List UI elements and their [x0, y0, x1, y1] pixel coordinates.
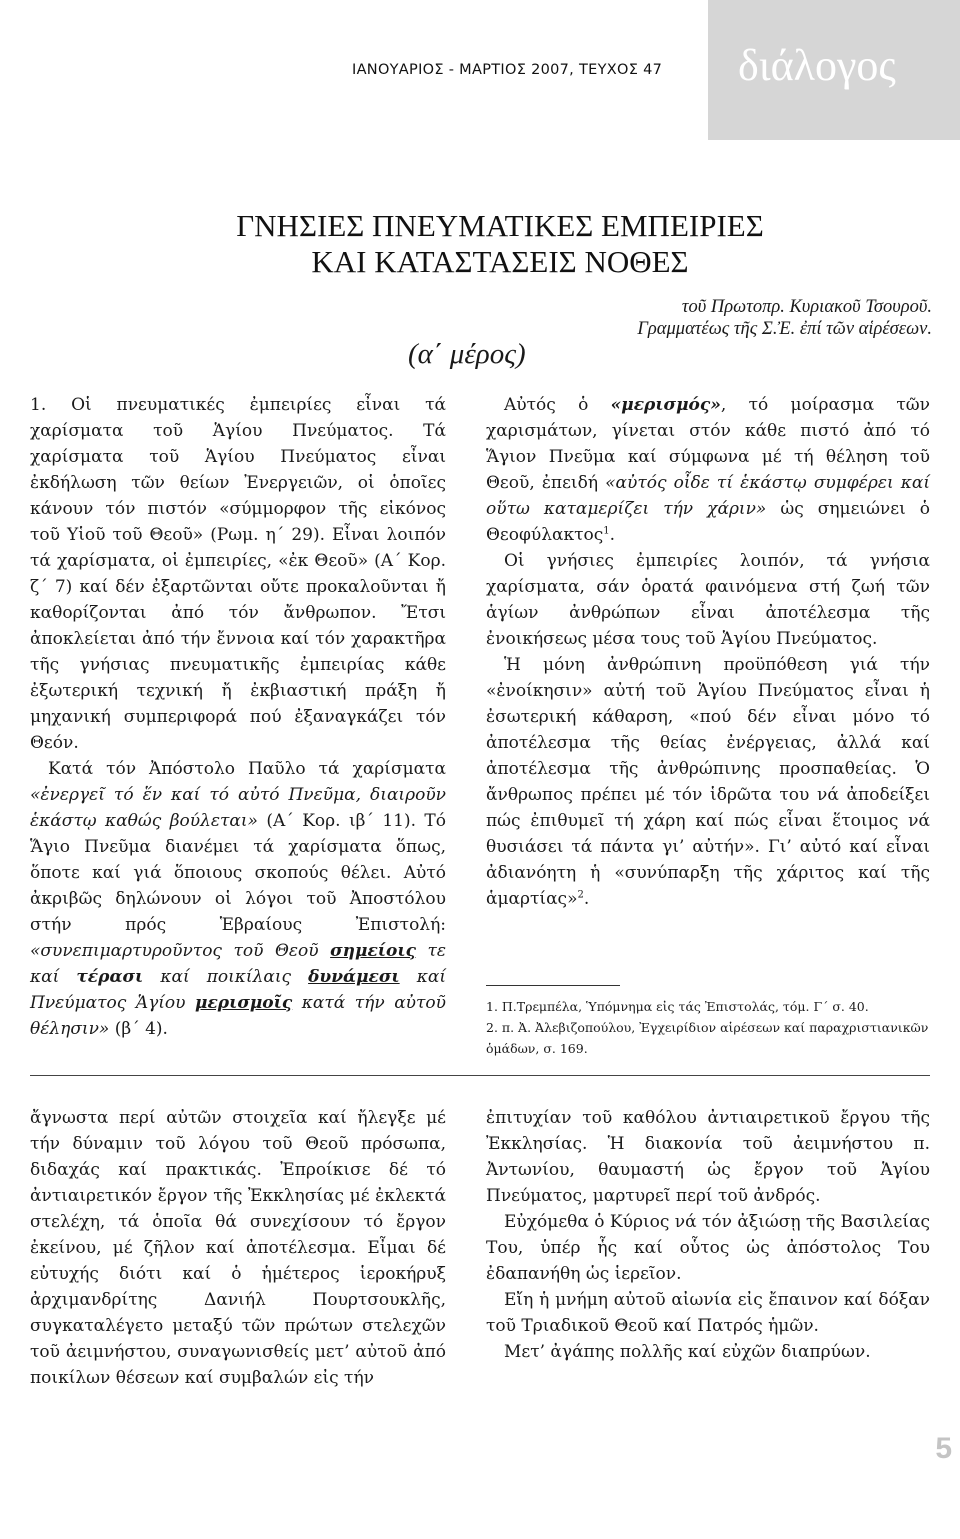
column-bottom-left	[30, 1105, 446, 1391]
scripture-quote: κατά τήν αὐτοῦ θέλησιν»	[30, 993, 446, 1039]
text-span: Ἡ μόνη ἀνθρώπινη προϋπόθεση γιά τήν «ἐνοίκησιν» αὐτή τοῦ Ἁγίου Πνεύματος εἶναι ἡ ἐσωτερική κάθαρση, «πού δέν εἶναι μόνο τό ἀποτέλεσμα τῆς θείας ἐνέργειας, ἀλλά καί ἀποτέλεσμα τῆς ἀνθρώπινης προσπαθείας. Ὁ ἄνθρωπος πρέπει μέ τόν ἱδρῶτα του νά ἀποδείξει πώς ἐπιθυμεῖ τή χάρη καί πώς εἶναι ἕτοιμος νά θυσιάσει τά πάντα γι’ αὐτήν». Γι’ αὐτό καί εἶναι ἀδιανόητη ἡ «συνύπαρξη τῆς χάριτος καί τῆς ἁμαρτίας»	[486, 655, 930, 909]
issue-info: ΙΑΝΟΥΑΡΙΟΣ - ΜΑΡΤΙΟΣ 2007, ΤΕΥΧΟΣ 47	[352, 62, 663, 78]
footnote-2: 2. π. Ἀ. Ἀλεβιζοπούλου, Ἐγχειρίδιον αἱρέσεων καί παραχριστιανικῶν ὁμάδων, σ. 169.	[486, 1020, 929, 1056]
paragraph: 1. Οἱ πνευματικές ἐμπειρίες εἶναι τά χαρίσματα τοῦ Ἁγίου Πνεύματος. Τά χαρίσματα τοῦ Ἁγίου Πνεύματος εἶναι ἐκδήλωση τῶν θείων Ἐνεργειῶν, οἱ ὁποῖες κάνουν τόν πιστόν «σύμμορφον τῆς εἰκόνος τοῦ Υἱοῦ τοῦ Θεοῦ» (Ρωμ. η΄ 29). Εἶναι λοιπόν τά χαρίσματα, οἱ ἐμπειρίες, «ἐκ Θεοῦ» (Α΄ Κορ. ζ΄ 7) καί δέν ἐξαρτῶνται οὔτε προκαλοῦνται ἤ καθορίζονται ἀπό τόν ἄνθρωπον. Ἔτσι ἀποκλείεται ἀπό τήν ἔννοια καί τόν χαρακτῆρα τῆς γνήσιας πνευματικῆς ἐμπειρίας κάθε ἐξωτερική τεχνική ἤ ἐκβιαστική πράξη ἤ μηχανική συμπεριφορά πού ἐξαναγκάζει τόν Θεόν.	[30, 395, 446, 753]
text-span: Κατά τόν Ἀπόστολο Παῦλο τά χαρίσματα	[48, 759, 446, 779]
author-role: Γραμματέως τῆς Σ.Ἐ. ἐπί τῶν αἱρέσεων.	[637, 319, 932, 339]
emphasis-term: σημείοις	[330, 941, 416, 961]
scripture-quote: καί ποικίλαις	[143, 967, 309, 987]
column-bottom-right	[486, 1105, 930, 1365]
scripture-quote: καί Πνεύματος Ἁγίου	[30, 967, 446, 1013]
article-author	[637, 296, 932, 340]
text-span: ὡς σημειώνει ὁ Θεοφύλακτος	[486, 499, 930, 545]
paragraph	[30, 756, 446, 1042]
paragraph: ἄγνωστα περί αὐτῶν στοιχεῖα καί ἤλεγξε μέ τήν δύναμιν τοῦ λόγου τοῦ Θεοῦ πρόσωπα, διδαχάς καί πρακτικάς. Ἐπροίκισε δέ τό ἀντιαιρετικόν ἔργον τῆς Ἐκκλησίας μέ ἐκλεκτά στελέχη, τά ὁποῖα θά συνεχίσουν τό ἔργον ἐκείνου, μέ ζῆλον καί ἀποτέλεσμα. Εἶμαι δέ εὐτυχής διότι καί ὁ ἡμέτερος ἱεροκήρυξ ἀρχιμανδρίτης Δανιήλ Πουρτσουκλῆς, συγκαταλέγετο μεταξύ τῶν πρώτων στελεχῶν τοῦ ἀειμνήστου, συναγωνισθείς μετ’ αὐτοῦ ἀπό ποικίλων θέσεων καί συμβαλών εἰς τήν	[30, 1108, 446, 1388]
article-title-line-2: ΚΑΙ ΚΑΤΑΣΤΑΣΕΙΣ ΝΟΘΕΣ	[311, 244, 689, 279]
footnote-ref: 2	[577, 889, 584, 901]
emphasis-term: «μερισμός»	[610, 395, 721, 415]
paragraph: Οἱ γνήσιες ἐμπειρίες λοιπόν, τά γνήσια χαρίσματα, σάν ὁρατά φαινόμενα στή ζωή τῶν ἁγίων ἀνθρώπων εἶναι ἀποτέλεσμα τῆς ἐνοικήσεως μέσα τους τοῦ Ἁγίου Πνεύματος.	[486, 551, 930, 649]
column-top-left	[30, 392, 446, 1042]
text-span: Αὐτός ὁ	[504, 395, 611, 415]
author-name: τοῦ Πρωτοπρ. Κυριακοῦ Τσουροῦ.	[681, 297, 932, 317]
quote: «αὐτός οἶδε τί ἑκάστῳ συμφέρει καί οὕτω καταμερίζει τήν χάριν»	[486, 473, 931, 519]
paragraph: Εἴη ἡ μνήμη αὐτοῦ αἰωνία εἰς ἔπαινον καί δόξαν τοῦ Τριαδικοῦ Θεοῦ καί Πατρός ἡμῶν.	[486, 1290, 930, 1336]
paragraph	[486, 392, 930, 548]
text-span: .	[583, 889, 590, 909]
footnote-divider	[486, 985, 620, 986]
paragraph: Εὐχόμεθα ὁ Κύριος νά τόν ἀξιώσῃ τῆς Βασιλείας Του, ὑπέρ ἧς καί οὗτος ὡς ἀπόστολος Του ἐδαπανήθη ὡς ἱερεῖον.	[486, 1212, 930, 1284]
page-number: 5	[935, 1432, 952, 1465]
emphasis-term: μερισμοῖς	[195, 993, 293, 1013]
paragraph: Μετ’ ἀγάπης πολλῆς καί εὐχῶν διαπρύων.	[504, 1342, 871, 1362]
magazine-title: διάλογος	[738, 41, 896, 90]
text-span: (Α΄ Κορ. ιβ΄ 11). Τό Ἅγιο Πνεῦμα διανέμει τά χαρίσματα ὅπως, ὅποτε καί γιά ὅποιους σκοπούς θέλει. Αὐτό ἀκριβῶς δηλώνουν οἱ λόγοι τοῦ Ἀποστόλου στήν πρός Ἑβραίους Ἐπιστολή:	[30, 811, 447, 935]
article-title-line-1: ΓΝΗΣΙΕΣ ΠΝΕΥΜΑΤΙΚΕΣ ΕΜΠΕΙΡΙΕΣ	[236, 208, 764, 243]
emphasis-term: τέρασι	[76, 967, 144, 987]
scripture-quote: «συνεπιμαρτυροῦντος τοῦ Θεοῦ	[30, 941, 331, 961]
paragraph	[486, 652, 930, 912]
text-span: .	[609, 525, 616, 545]
column-top-right	[486, 392, 930, 912]
text-span: (β΄ 4).	[109, 1019, 168, 1039]
footnote-ref: 1	[603, 525, 610, 537]
footnote-1: 1. Π.Τρεμπέλα, Ὑπόμνημα εἰς τάς Ἐπιστολάς, τόμ. Γ΄ σ. 40.	[486, 999, 869, 1014]
section-divider	[30, 1075, 930, 1076]
scripture-quote: «ἐνεργεῖ τό ἕν καί τό αὐτό Πνεῦμα, διαιροῦν ἑκάστῳ καθώς βούλεται»	[30, 785, 446, 831]
footnotes	[486, 996, 930, 1059]
paragraph: ἐπιτυχίαν τοῦ καθόλου ἀντιαιρετικοῦ ἔργου τῆς Ἐκκλησίας. Ἡ διακονία τοῦ ἀειμνήστου π. Ἀντωνίου, θαυμαστή ὡς ἔργον τοῦ Ἁγίου Πνεύματος, μαρτυρεῖ περί τοῦ ἀνδρός.	[486, 1108, 930, 1206]
article-part: (α΄ μέρος)	[408, 338, 526, 370]
emphasis-term: δυνάμεσι	[308, 967, 400, 987]
article-title	[160, 208, 840, 280]
text-span: , τό μοίρασμα τῶν χαρισμάτων, γίνεται στόν κάθε πιστό ἀπό τό Ἅγιον Πνεῦμα καί σύμφωνα μέ τή θέληση τοῦ Θεοῦ, ἐπειδή	[486, 395, 930, 493]
scripture-quote: τε καί	[30, 941, 446, 987]
